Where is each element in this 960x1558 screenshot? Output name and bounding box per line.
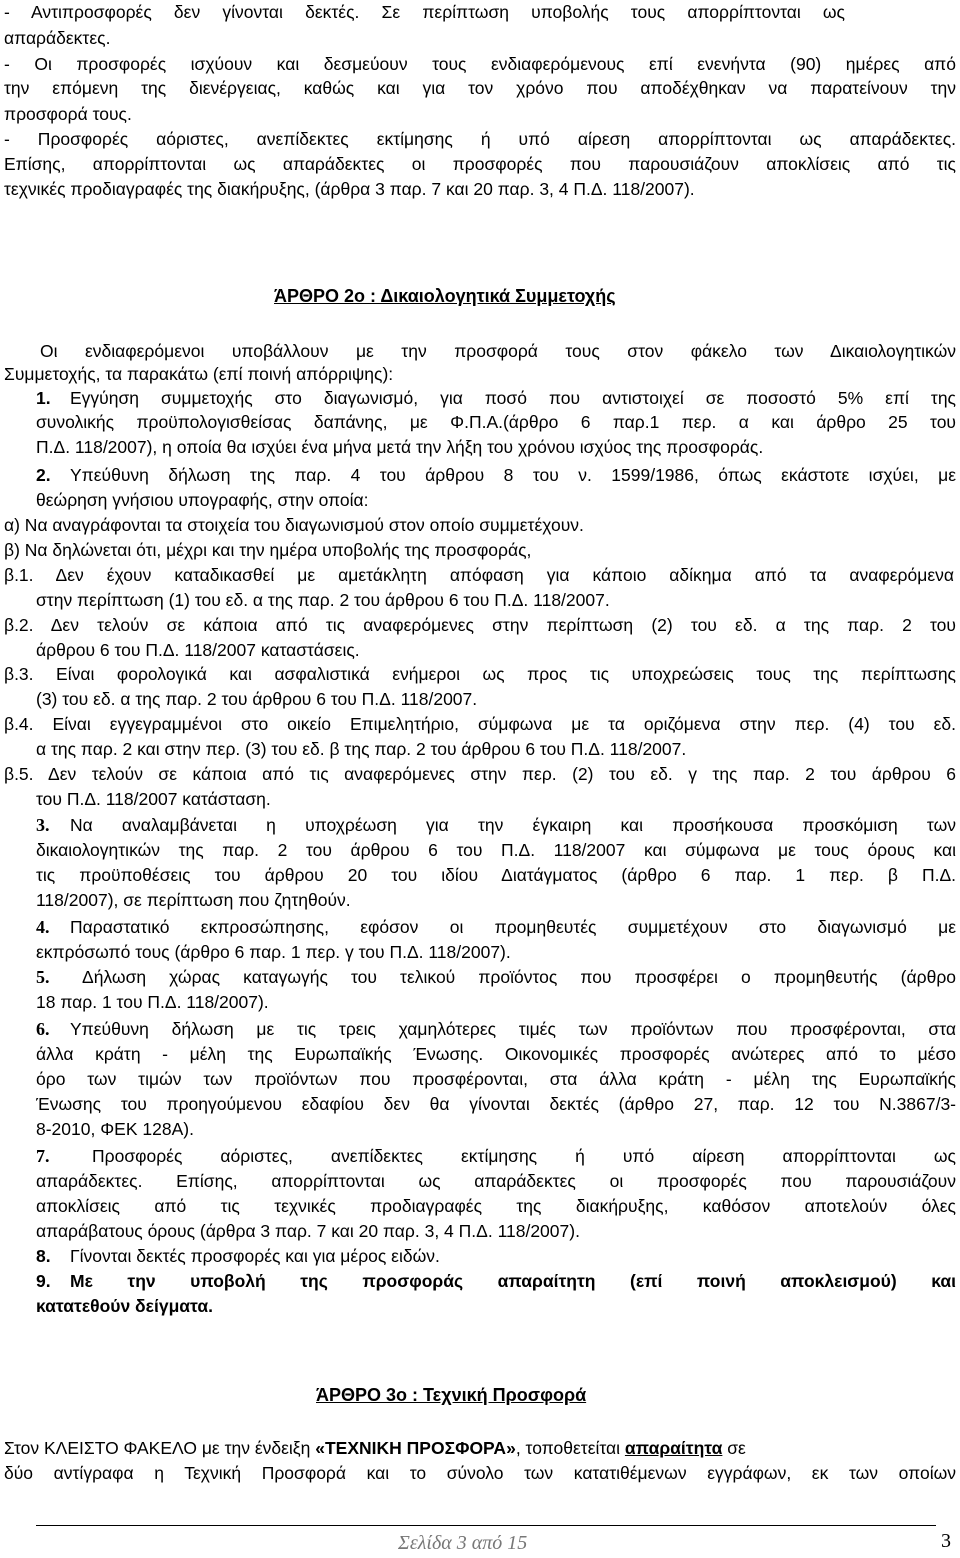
text-span-bold: «ΤΕΧΝΙΚΗ ΠΡΟΣΦΟΡΑ» bbox=[315, 1438, 516, 1458]
text-line: άλλα κράτη - μέλη της Ευρωπαϊκής Ένωσης. Οικονομικές προσφορές ανώτερες από το μέσο bbox=[36, 1044, 956, 1064]
article-3-heading: ΆΡΘΡΟ 3ο : Τεχνική Προσφορά bbox=[316, 1385, 587, 1405]
text-span: , τοποθετείται bbox=[515, 1438, 625, 1458]
text-line: συνολικής προϋπολογισθείσας δαπάνης, με Φ.Π.Α.(άρθρο 6 παρ.1 περ. α και άρθρο 25 του bbox=[36, 412, 956, 432]
item-number: 4. bbox=[36, 917, 50, 937]
text-line: προσφορά τους. bbox=[4, 104, 132, 124]
item-number: 7. bbox=[36, 1146, 50, 1166]
text-line: Υπεύθυνη δήλωση της παρ. 4 του άρθρου 8 του ν. 1599/1986, όπως εκάστοτε ισχύει, με bbox=[70, 465, 956, 485]
text-line: - Αντιπροσφορές δεν γίνονται δεκτές. Σε περίπτωση υποβολής τους απορρίπτονται ως bbox=[4, 2, 845, 22]
text-line: Οι ενδιαφερόμενοι υποβάλλουν με την προσφορά τους στον φάκελο των Δικαιολογητικών bbox=[40, 341, 956, 361]
text-line: του Π.Δ. 118/2007 κατάσταση. bbox=[36, 789, 271, 809]
text-line: β.3. Είναι φορολογικά και ασφαλιστικά ενήμεροι ως προς τις υποχρεώσεις τους της περίπτωσης bbox=[4, 664, 956, 684]
text-line: τεχνικές προδιαγραφές της διακήρυξης, (άρθρα 3 παρ. 7 και 20 παρ. 3, 4 Π.Δ. 118/2007). bbox=[4, 179, 695, 199]
text-line: α της παρ. 2 και στην περ. (3) του εδ. β της παρ. 2 του άρθρου 6 του Π.Δ. 118/2007. bbox=[36, 739, 687, 759]
text-line: β.4. Είναι εγγεγραμμένοι στο οικείο Επιμελητήριο, σύμφωνα με τα οριζόμενα στην περ. (4) του εδ. bbox=[4, 714, 956, 734]
text-line: - Προσφορές αόριστες, ανεπίδεκτες εκτίμησης ή υπό αίρεση απορρίπτονται ως απαράδεκτες. bbox=[4, 129, 956, 149]
text-line: δύο αντίγραφα η Τεχνική Προσφορά και το σύνολο των κατατιθέμενων εγγράφων, εκ των οποίων bbox=[4, 1463, 956, 1483]
text-line: Π.Δ. 118/2007), η οποία θα ισχύει ένα μήνα μετά την λήξη του χρόνου ισχύος της προσφοράς. bbox=[36, 437, 764, 457]
text-line: Συμμετοχής, τα παρακάτω (επί ποινή απόρριψης): bbox=[4, 364, 394, 384]
text-line: απαράδεκτες. Επίσης, απορρίπτονται ως απαράδεκτες οι προσφορές που παρουσιάζουν bbox=[36, 1171, 956, 1191]
text-line: Επίσης, απορρίπτονται ως απαράδεκτες οι προσφορές που παρουσιάζουν αποκλίσεις από τις bbox=[4, 154, 956, 174]
text-line: κατατεθούν δείγματα. bbox=[36, 1296, 213, 1316]
text-line bbox=[4, 1438, 956, 1459]
item-number: 9. bbox=[36, 1271, 51, 1291]
item-number: 3. bbox=[36, 815, 50, 835]
text-line: Ένωσης του προηγούμενου εδαφίου δεν θα γίνονται δεκτές (άρθρο 27, παρ. 12 του Ν.3867/3- bbox=[36, 1094, 956, 1114]
footer-rule bbox=[36, 1525, 936, 1527]
text-line: 18 παρ. 1 του Π.Δ. 118/2007). bbox=[36, 992, 269, 1012]
text-line: β.5. Δεν τελούν σε κάποια από τις αναφερόμενες στην περ. (2) του εδ. γ της παρ. 2 του άρθρου 6 bbox=[4, 764, 956, 784]
text-line: αποκλίσεις από τις τεχνικές προδιαγραφές της διακήρυξης, καθόσον αποτελούν όλες bbox=[36, 1196, 956, 1216]
text-line: Παραστατικό εκπροσώπησης, εφόσον οι προμηθευτές συμμετέχουν στο διαγωνισμό με bbox=[70, 917, 956, 937]
item-number: 1. bbox=[36, 388, 51, 408]
text-span-underline: απαραίτητα bbox=[624, 1438, 723, 1458]
footer-page-label: Σελίδα 3 από 15 bbox=[398, 1532, 528, 1554]
article-2-heading: ΆΡΘΡΟ 2ο : Δικαιολογητικά Συμμετοχής bbox=[274, 286, 616, 306]
text-line: - Οι προσφορές ισχύουν και δεσμεύουν τους ενδιαφερόμενους επί ενενήντα (90) ημέρες από bbox=[4, 54, 956, 74]
text-line: Να αναλαμβάνεται η υποχρέωση για την έγκαιρη και προσήκουσα προσκόμιση των bbox=[70, 815, 956, 835]
text-line: 118/2007), σε περίπτωση που ζητηθούν. bbox=[36, 890, 351, 910]
text-line: την επόμενη της διενέργειας, καθώς και για τον χρόνο που αποδέχθηκαν να παρατείνουν την bbox=[4, 78, 956, 98]
text-line: δικαιολογητικών της παρ. 2 του άρθρου 6 του Π.Δ. 118/2007 και σύμφωνα με τους όρους και bbox=[36, 840, 956, 860]
item-number: 2. bbox=[36, 465, 51, 485]
text-line: στην περίπτωση (1) του εδ. α της παρ. 2 του άρθρου 6 του Π.Δ. 118/2007. bbox=[36, 590, 610, 610]
text-line: Δήλωση χώρας καταγωγής του τελικού προϊόντος που προσφέρει ο προμηθευτής (άρθρο bbox=[82, 967, 956, 987]
text-line: Με την υποβολή της προσφοράς απαραίτητη (επί ποινή αποκλεισμού) και bbox=[70, 1271, 956, 1291]
text-line: β.2. Δεν τελούν σε κάποια από τις αναφερόμενες στην περίπτωση (2) του εδ. α της παρ. 2 του bbox=[4, 615, 956, 635]
text-line: απαράδεκτες. bbox=[4, 28, 111, 48]
text-line: Εγγύηση συμμετοχής στο διαγωνισμό, για ποσό που αντιστοιχεί σε ποσοστό 5% επί της bbox=[70, 388, 956, 408]
item-number: 8. bbox=[36, 1246, 51, 1266]
text-line: Προσφορές αόριστες, ανεπίδεκτες εκτίμησης ή υπό αίρεση απορρίπτονται ως bbox=[92, 1146, 956, 1166]
footer-page-number: 3 bbox=[941, 1530, 951, 1552]
text-line: (3) του εδ. α της παρ. 2 του άρθρου 6 του Π.Δ. 118/2007. bbox=[36, 689, 478, 709]
text-line: τις προϋποθέσεις του άρθρου 20 του ιδίου Διατάγματος (άρθρο 6 παρ. 1 περ. β Π.Δ. bbox=[36, 865, 956, 885]
text-line: άρθρου 6 του Π.Δ. 118/2007 καταστάσεις. bbox=[36, 640, 360, 660]
text-line: θεώρηση γνήσιου υπογραφής, στην οποία: bbox=[36, 490, 369, 510]
text-line: Γίνονται δεκτές προσφορές και για μέρος ειδών. bbox=[70, 1246, 440, 1266]
text-line: όρο των τιμών των προϊόντων που προσφέρονται, στα άλλα κράτη - μέλη της Ευρωπαϊκής bbox=[36, 1069, 956, 1089]
text-line: εκπρόσωπό τους (άρθρο 6 παρ. 1 περ. γ του Π.Δ. 118/2007). bbox=[36, 942, 511, 962]
item-number: 5. bbox=[36, 967, 50, 987]
text-span: σε bbox=[722, 1438, 746, 1458]
text-line: β) Να δηλώνεται ότι, μέχρι και την ημέρα υποβολής της προσφοράς, bbox=[4, 540, 532, 560]
text-span: Στον ΚΛΕΙΣΤΟ ΦΑΚΕΛΟ με την ένδειξη bbox=[4, 1438, 316, 1458]
text-line: β.1. Δεν έχουν καταδικασθεί με αμετάκλητη απόφαση για κάποιο αδίκημα από τα αναφερόμενα bbox=[4, 565, 954, 585]
text-line: α) Να αναγράφονται τα στοιχεία του διαγωνισμού στον οποίο συμμετέχουν. bbox=[4, 515, 584, 535]
text-line: απαράβατους όρους (άρθρα 3 παρ. 7 και 20 παρ. 3, 4 Π.Δ. 118/2007). bbox=[36, 1221, 580, 1241]
text-line: 8-2010, ΦΕΚ 128Α). bbox=[36, 1119, 194, 1139]
item-number: 6. bbox=[36, 1019, 50, 1039]
text-line: Υπεύθυνη δήλωση με τις τρεις χαμηλότερες τιμές των προϊόντων που προσφέρονται, στα bbox=[70, 1019, 956, 1039]
